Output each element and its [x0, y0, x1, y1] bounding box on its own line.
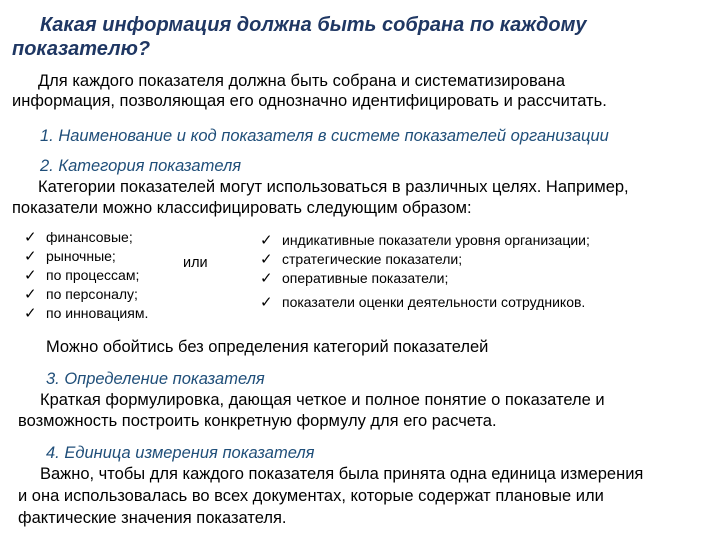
- intro-line1: Для каждого показателя должна быть собрана и систематизирована: [38, 72, 566, 90]
- check-icon: ✓: [24, 305, 37, 322]
- section3-line1: Краткая формулировка, дающая четкое и полное понятие о показателе и: [40, 391, 605, 409]
- right-category-list: [260, 231, 590, 312]
- left-category-list: [24, 228, 148, 323]
- section2-heading: 2. Категория показателя: [40, 157, 242, 175]
- section4-line1: Важно, чтобы для каждого показателя была принята одна единица измерения: [40, 465, 644, 483]
- check-icon: ✓: [24, 229, 37, 246]
- intro-line2: информация, позволяющая его однозначно идентифицировать и рассчитать.: [12, 92, 607, 110]
- section3-heading: 3. Определение показателя: [46, 370, 265, 388]
- section3-line2: возможность построить конкретную формулу для его расчета.: [18, 412, 497, 430]
- list-item: ✓ индикативные показатели уровня организации;: [260, 232, 590, 249]
- check-icon: ✓: [260, 294, 273, 311]
- section2-line1: Категории показателей могут использоваться в различных целях. Например,: [38, 178, 629, 196]
- section1-heading: 1. Наименование и код показателя в системе показателей организации: [40, 127, 609, 145]
- page-title-line1: Какая информация должна быть собрана по каждому: [40, 14, 587, 36]
- list-item: ✓ финансовые;: [24, 229, 133, 246]
- list-item: ✓ по процессам;: [24, 267, 140, 284]
- check-icon: ✓: [24, 267, 37, 284]
- list-item: ✓ рыночные;: [24, 248, 116, 265]
- page-title-line2: показателю?: [12, 38, 151, 60]
- section4-heading: 4. Единица измерения показателя: [46, 444, 315, 462]
- list-item: ✓ по инновациям.: [24, 305, 149, 322]
- section4-line3: фактические значения показателя.: [18, 509, 287, 527]
- check-icon: ✓: [24, 248, 37, 265]
- check-icon: ✓: [24, 286, 37, 303]
- section2-note: Можно обойтись без определения категорий показателей: [46, 338, 489, 356]
- list-item: ✓ по персоналу;: [24, 286, 138, 303]
- check-icon: ✓: [260, 251, 273, 268]
- section4-line2: и она использовалась во всех документах, которые содержат плановые или: [18, 487, 604, 505]
- or-label: или: [183, 255, 208, 271]
- list-item: ✓ стратегические показатели;: [260, 251, 463, 268]
- list-item: ✓ оперативные показатели;: [260, 270, 449, 287]
- section2-line2: показатели можно классифицировать следующим образом:: [12, 199, 472, 217]
- check-icon: ✓: [260, 232, 273, 249]
- check-icon: ✓: [260, 270, 273, 287]
- list-item: ✓ показатели оценки деятельности сотрудников.: [260, 294, 586, 311]
